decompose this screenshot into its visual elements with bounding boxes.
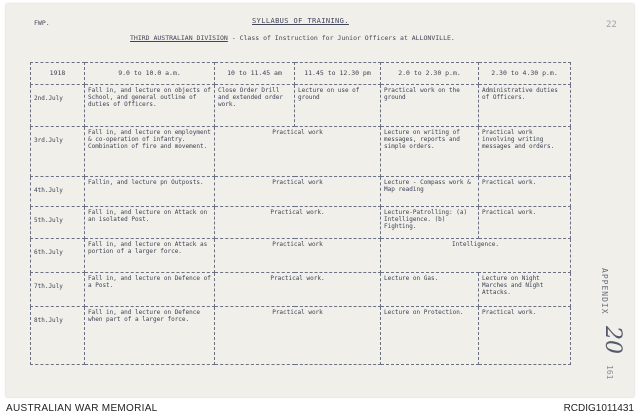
table-header-row [31, 63, 571, 85]
cell-merged-late-morning: Practical work [215, 127, 381, 177]
cell-morning: Fall in, and lecture on Attack as portion of a larger force. [85, 239, 215, 273]
table-row [31, 177, 571, 207]
cell-merged-late-morning: Practical work [215, 307, 381, 365]
cell-morning: Fallin, and lecture pn Outposts. [85, 177, 215, 207]
cell-afternoon-1: Lecture - Compass work & Map reading [381, 177, 479, 207]
row-date: 7th.July [31, 273, 85, 307]
row-date: 8th.July [31, 307, 85, 365]
appendix-number: 20 [600, 326, 625, 354]
header-year: 1918 [31, 63, 85, 85]
cell-merged-late-morning: Practical work [215, 177, 381, 207]
row-date: 2nd.July [31, 85, 85, 127]
cell-afternoon-2: Lecture on Night Marches and Night Attacks. [479, 273, 571, 307]
cell-morning: Fall in, and lecture on objects of School, and general outline of duties of Officers. [85, 85, 215, 127]
cell-afternoon-2: Practical work. [479, 207, 571, 239]
table-row [31, 307, 571, 365]
row-date: 5th.July [31, 207, 85, 239]
table-row [31, 273, 571, 307]
footer-record-id: RCDIG1011431 [563, 403, 634, 414]
cell-morning: Fall in, and lecture on employment & co-operation of infantry. Combination of fire and movement. [85, 127, 215, 177]
row-date: 6th.July [31, 239, 85, 273]
subtitle-text: - Class of Instruction for Junior Officers at ALLONVILLE. [227, 34, 455, 42]
cell-morning: Fall in, and lecture on Defence when part of a larger force. [85, 307, 215, 365]
cell-afternoon-2: Administrative duties of Officers. [479, 85, 571, 127]
cell-afternoon-1: Lecture on writing of messages, reports and simple orders. [381, 127, 479, 177]
document-title: SYLLABUS OF TRAINING. [252, 17, 349, 25]
document-subtitle [130, 34, 455, 42]
cell-morning: Fall in, and lecture on Defence of a Post. [85, 273, 215, 307]
header-period-2: 10 to 11.45 am [215, 63, 295, 85]
syllabus-table [30, 62, 571, 365]
cell-merged-afternoon: Intelligence. [381, 239, 571, 273]
appendix-stamp: APPENDIX [600, 268, 609, 315]
row-date: 3rd.July [31, 127, 85, 177]
table-row [31, 85, 571, 127]
row-date: 4th.July [31, 177, 85, 207]
footer-institution: AUSTRALIAN WAR MEMORIAL [6, 403, 158, 414]
cell-merged-late-morning: Practical work. [215, 207, 381, 239]
cell-afternoon-2: Practical work. [479, 177, 571, 207]
header-period-4: 2.0 to 2.30 p.m. [381, 63, 479, 85]
file-reference: FWP. [34, 19, 50, 27]
cell-merged-late-morning: Practical work. [215, 273, 381, 307]
cell-merged-late-morning: Practical work [215, 239, 381, 273]
table-row [31, 207, 571, 239]
cell-afternoon-1: Practical work on the ground [381, 85, 479, 127]
table-row [31, 239, 571, 273]
cell-noon: Lecture on use of ground [295, 85, 381, 127]
cell-morning: Fall in, and lecture on Attack on an isolated Post. [85, 207, 215, 239]
cell-afternoon-1: Lecture on Gas. [381, 273, 479, 307]
cell-afternoon-1: Lecture-Patrolling: (a) Intelligence. (b) Fighting. [381, 207, 479, 239]
cell-midmorning: Close Order Drill and extended order work. [215, 85, 295, 127]
header-period-1: 9.0 to 10.0 a.m. [85, 63, 215, 85]
folio-stamp: 161 [605, 365, 614, 380]
header-period-5: 2.30 to 4.30 p.m. [479, 63, 571, 85]
division-name: THIRD AUSTRALIAN DIVISION [130, 34, 228, 42]
header-period-3: 11.45 to 12.30 pm [295, 63, 381, 85]
cell-afternoon-2: Practical work involving writing messages and orders. [479, 127, 571, 177]
cell-afternoon-1: Lecture on Protection. [381, 307, 479, 365]
cell-afternoon-2: Practical work. [479, 307, 571, 365]
table-row [31, 127, 571, 177]
page-number: 22 [606, 20, 617, 30]
